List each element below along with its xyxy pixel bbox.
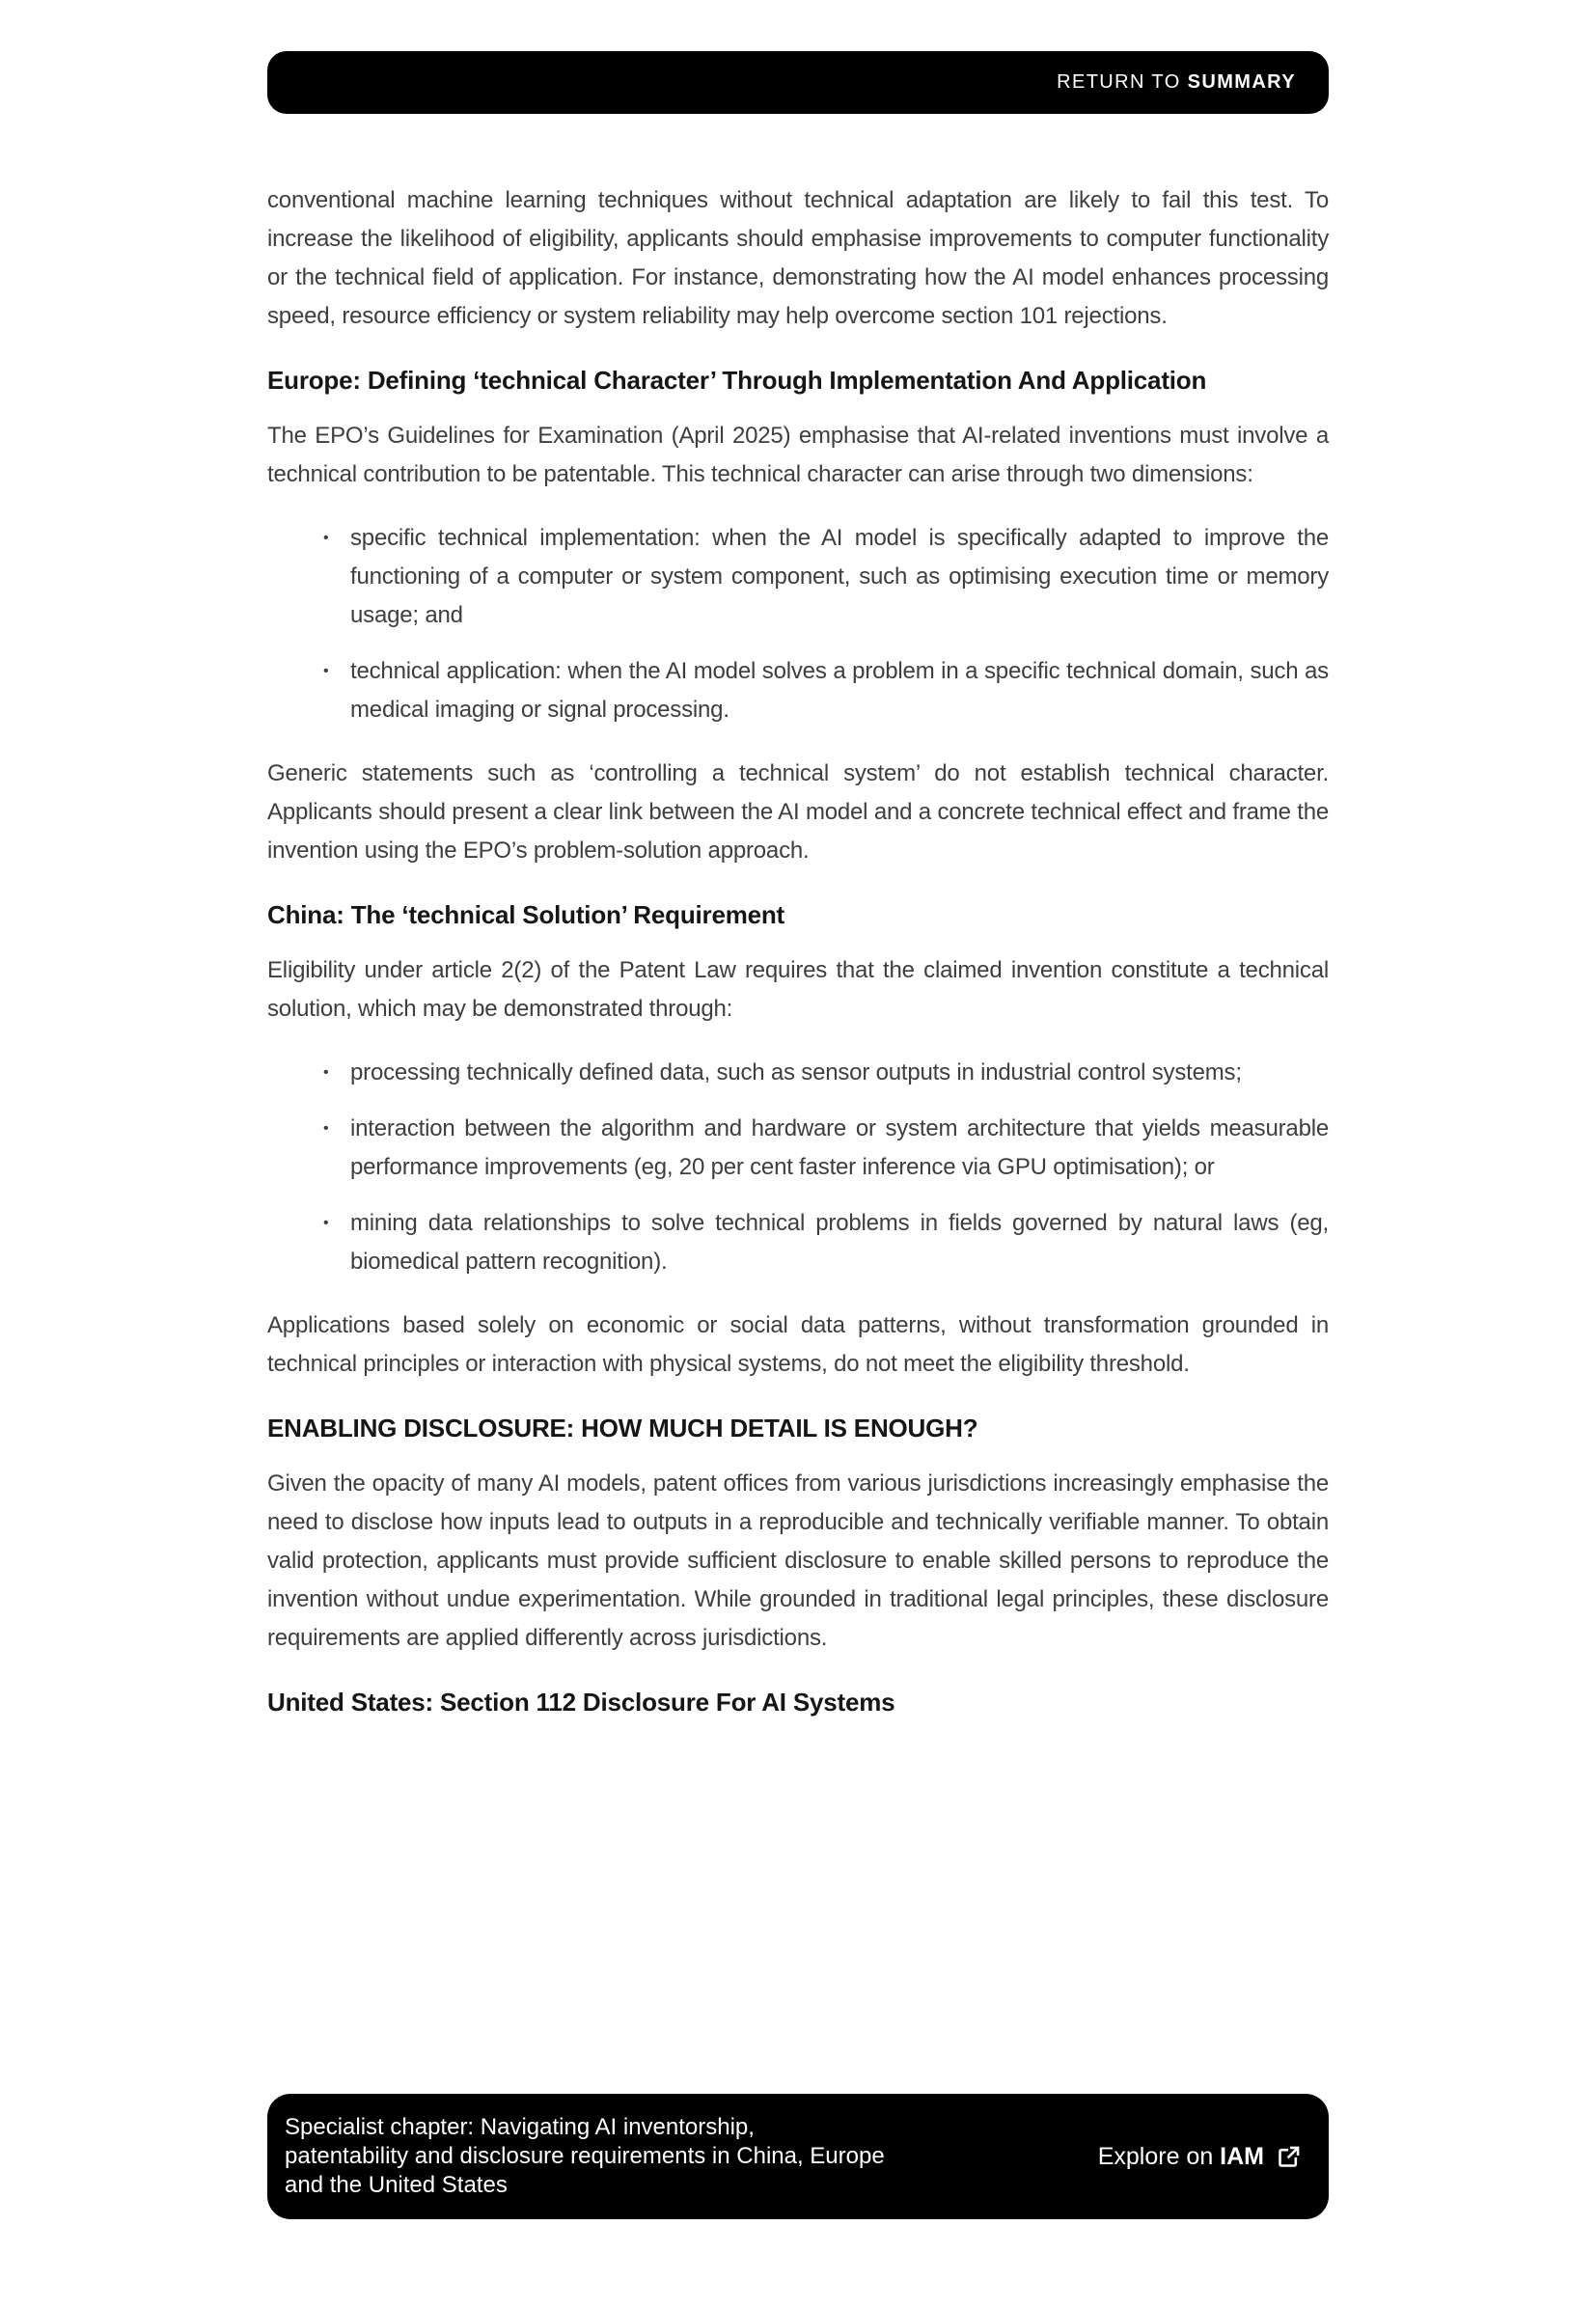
bullet-text: processing technically defined data, such as sensor outputs in industrial control systems; [350, 1059, 1242, 1085]
bullet-marker: • [323, 1064, 329, 1081]
header-bar [267, 51, 1329, 114]
paragraph-eligibility: Eligibility under article 2(2) of the Patent Law requires that the claimed invention constitute a technical solution, which may be demonstrated through: [267, 957, 1329, 1022]
bullet-marker: • [323, 1120, 329, 1137]
bullet-marker: • [323, 1215, 329, 1231]
bullet-text: technical application: when the AI model solves a problem in a specific technical domain, such as medical imaging or signal processing. [350, 658, 1329, 723]
paragraph-generic-statements: Generic statements such as ‘controlling a technical system’ do not establish technical character. Applicants should present a clear link between the AI model and a concrete technical effect and frame the invention using the EPO’s problem-solution approach. [267, 760, 1329, 864]
explore-on-iam-link[interactable] [1098, 2143, 1302, 2171]
return-to-label: RETURN TO [1057, 71, 1188, 93]
bullet-item [267, 1110, 1329, 1187]
footer-title-line: and the United States [285, 2172, 508, 2198]
external-link-icon [1276, 2144, 1302, 2170]
bullet-text: interaction between the algorithm and hardware or system architecture that yields measurable performance improvements (eg, 20 per cent faster inference via GPU optimisation); or [350, 1115, 1329, 1180]
section-heading-europe: Europe: Defining ‘technical Character’ Through Implementation And Application [267, 366, 1207, 395]
bullet-item [267, 1204, 1329, 1281]
explore-on-label: Explore on IAM [1097, 2142, 1264, 2170]
footer-bar [267, 2094, 1329, 2219]
bullet-item [267, 519, 1329, 635]
section-heading-enabling-disclosure: ENABLING DISCLOSURE: HOW MUCH DETAIL IS ENOUGH? [267, 1414, 978, 1442]
paragraph-applications: Applications based solely on economic or social data patterns, without transformation grounded in technical principles or interaction with physical systems, do not meet the eligibility threshold. [267, 1312, 1329, 1377]
bullet-item [267, 652, 1329, 729]
article-body [267, 114, 1329, 1717]
bullet-item [267, 1054, 1329, 1092]
return-to-summary-link[interactable] [1057, 71, 1296, 94]
section-heading-united-states: United States: Section 112 Disclosure For AI Systems [267, 1688, 895, 1717]
bullet-list-china [267, 1054, 1329, 1281]
footer-chapter-title [285, 2113, 885, 2200]
footer-title-line: patentability and disclosure requirements in China, Europe [285, 2143, 885, 2169]
paragraph-intro: conventional machine learning techniques without technical adaptation are likely to fail this test. To increase the likelihood of eligibility, applicants should emphasise improvements to computer functionality or the technical field of application. For instance, demonstrating how the AI model enhances processing speed, resource efficiency or system reliability may help overcome section 101 rejections. [267, 187, 1329, 329]
bullet-text: mining data relationships to solve technical problems in fields governed by natural laws (eg, biomedical pattern recognition). [350, 1210, 1329, 1275]
summary-label: SUMMARY [1187, 71, 1296, 93]
bullet-marker: • [323, 530, 329, 546]
paragraph-epo-guidelines: The EPO’s Guidelines for Examination (April 2025) emphasise that AI-related inventions must involve a technical contribution to be patentable. This technical character can arise through two dimensions: [267, 423, 1329, 487]
document-page [0, 51, 1596, 2308]
paragraph-opacity: Given the opacity of many AI models, patent offices from various jurisdictions increasingly emphasise the need to disclose how inputs lead to outputs in a reproducible and technically verifiable manner. To obtain valid protection, applicants must provide sufficient disclosure to enable skilled persons to reproduce the invention without undue experimentation. While grounded in traditional legal principles, these disclosure requirements are applied differently across jurisdictions. [267, 1470, 1329, 1651]
section-heading-china: China: The ‘technical Solution’ Requirement [267, 900, 785, 929]
bullet-marker: • [323, 663, 329, 679]
page-column [267, 51, 1329, 1717]
footer-title-line: Specialist chapter: Navigating AI inventorship, [285, 2114, 755, 2140]
bullet-text: specific technical implementation: when the AI model is specifically adapted to improve the functioning of a computer or system component, such as optimising execution time or memory usage; and [350, 525, 1329, 628]
bullet-list-europe [267, 519, 1329, 729]
